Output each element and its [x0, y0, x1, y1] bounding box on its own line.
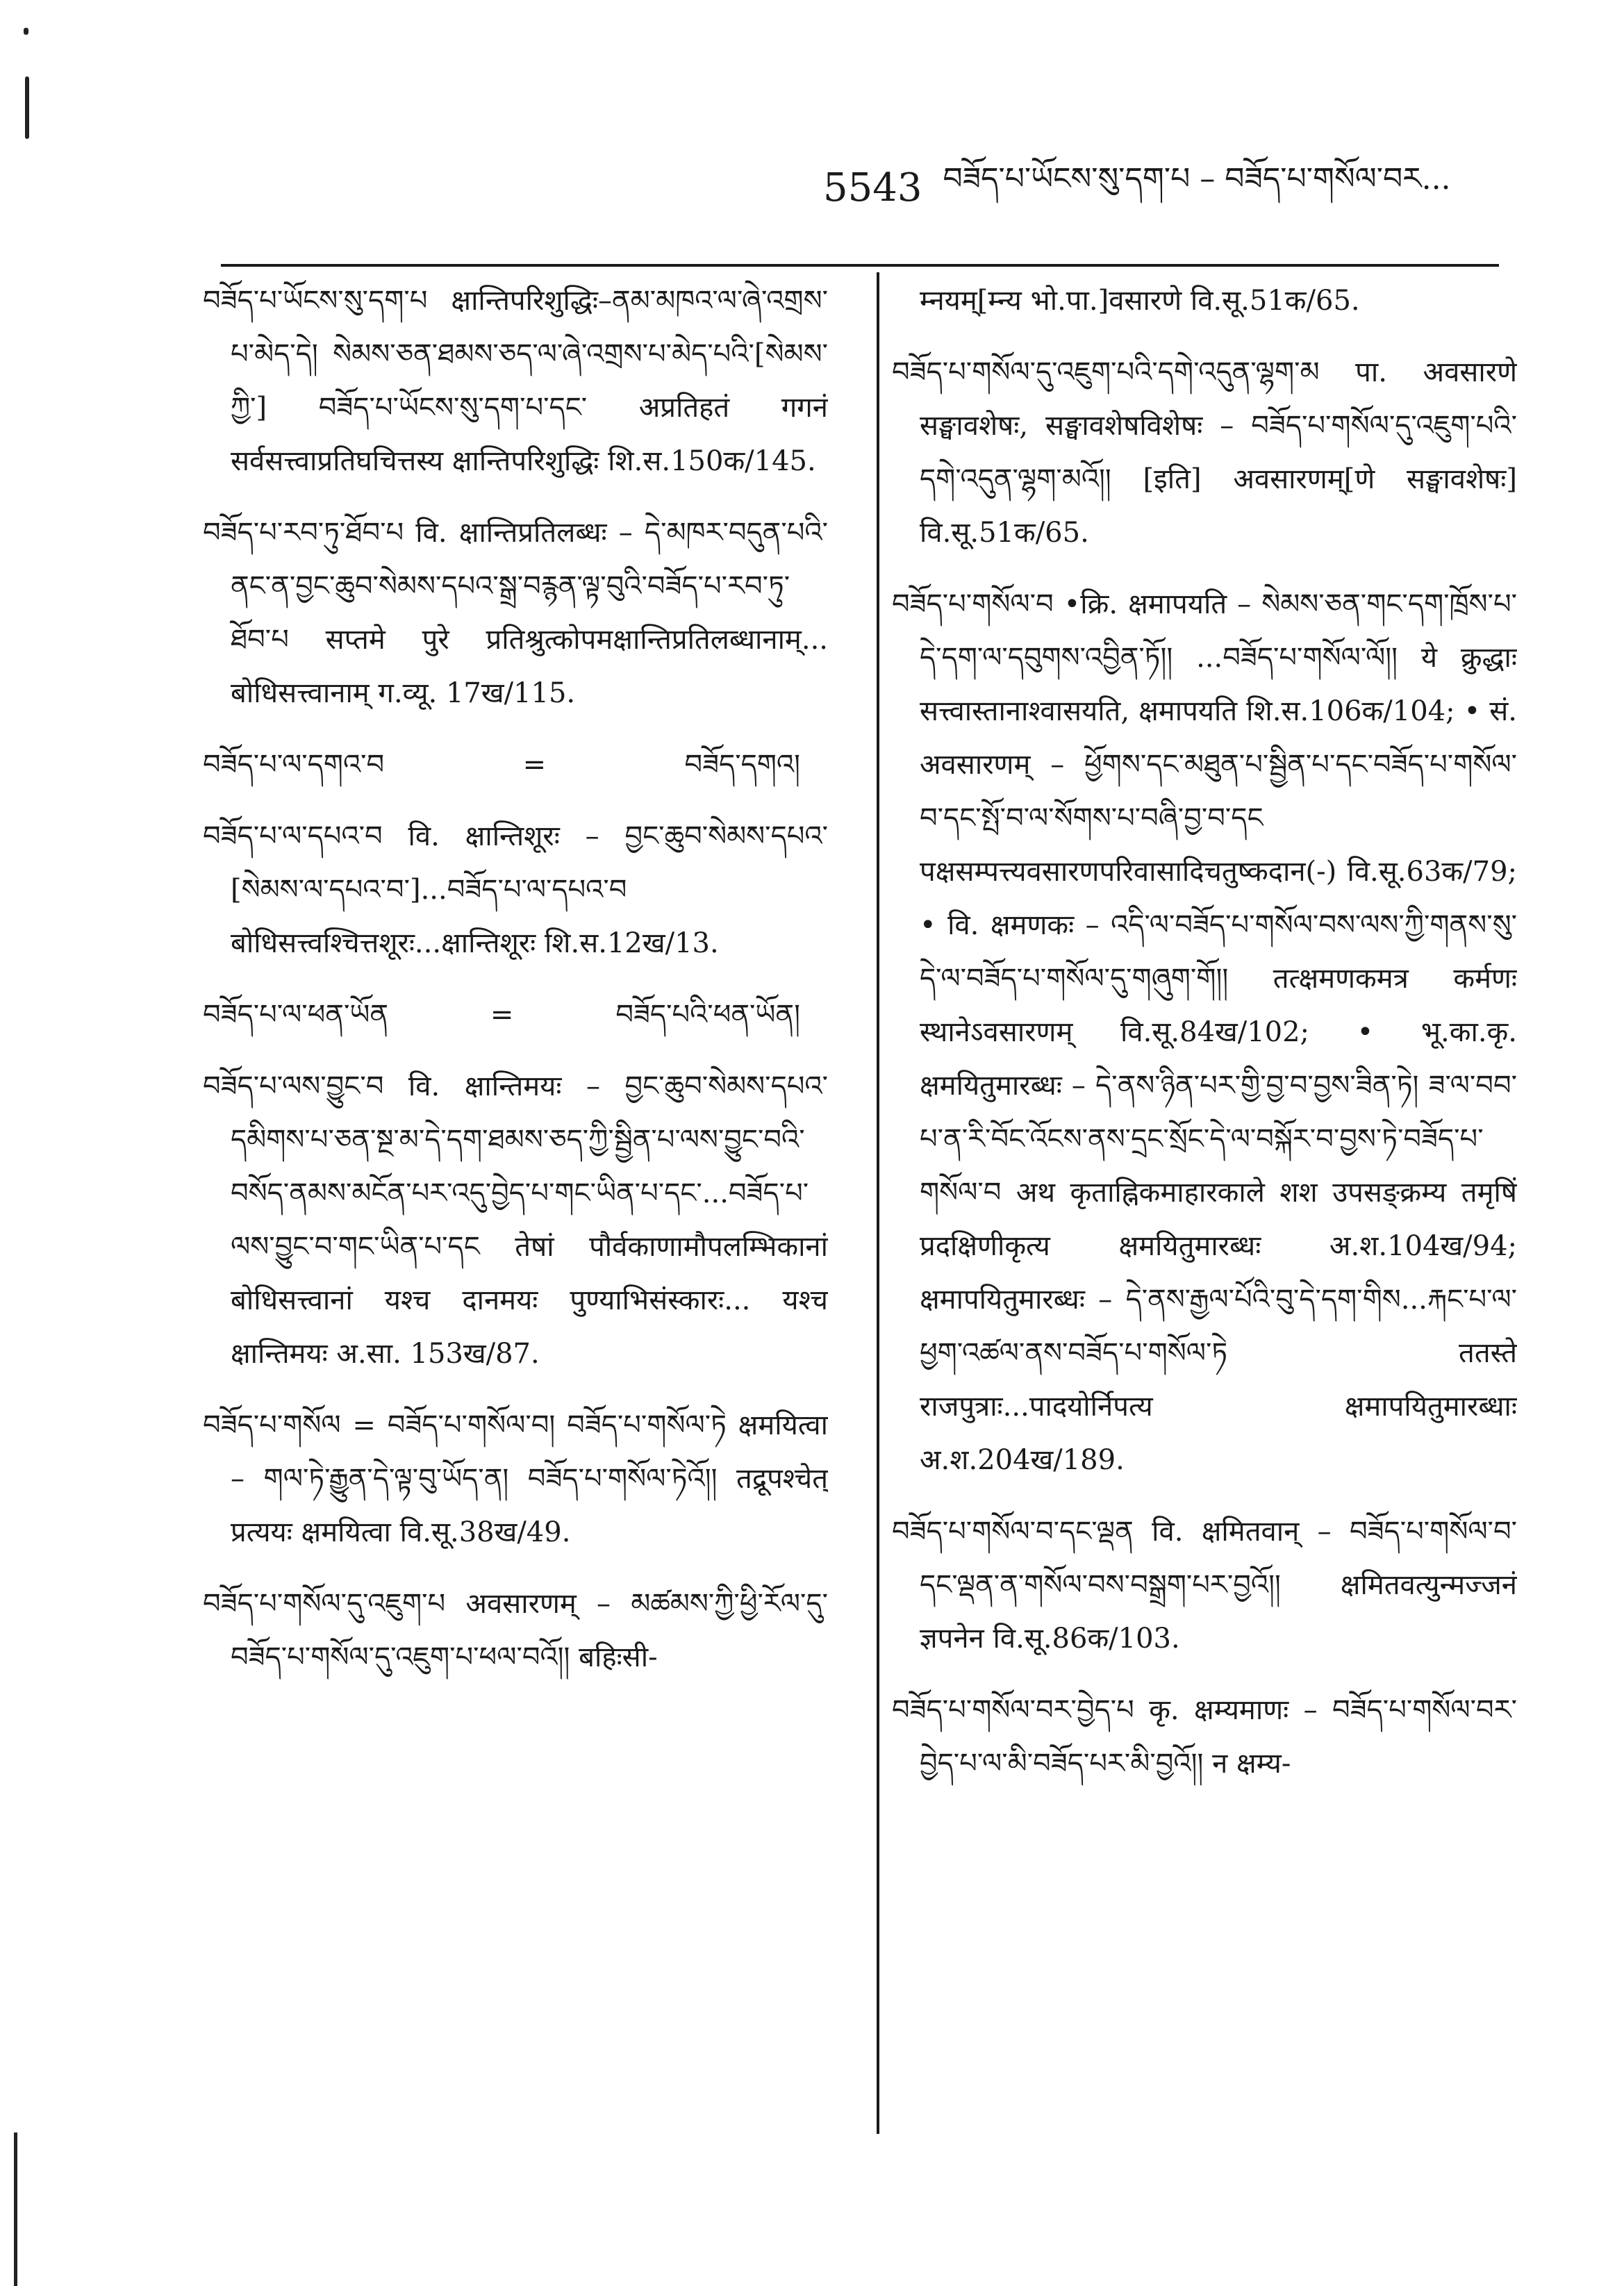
- dictionary-entry: བཟོད་པ་ལས་བྱུང་བ वि. क्षान्तिमयः – བྱང་ཆུབ་སེམས་དཔའ་དམིགས་པ་ཅན་སྔ་མ་དེ་དག་ཐམས་ཅད་ཀྱི་སྦྱིན་པ་ལས་བྱུང་བའི་བསོད་ནམས་མངོན་པར་འདུ་བྱེད་པ་གང་ཡིན་པ་དང་...བཟོད་པ་ལས་བྱུང་བ་གང་ཡིན་པ་དང तेषां पौर्वकाणामौपलम्भिकानां बोधिसत्त्वानां यश्च दानमयः पुण्याभिसंस्कारः... यश्च क्षान्तिमयः अ.सा. 153ख/87.: [203, 1070, 828, 1370]
- xref-target: བཟོད་དགའ།: [684, 749, 800, 781]
- page-number: 5543: [823, 165, 922, 210]
- dictionary-entry: བཟོད་པ་གསོལ = བཟོད་པ་གསོལ་བ། བཟོད་པ་གསོལ་ཏེ क्षमयित्वा – གལ་ཏེ་རྒྱུན་དེ་ལྟ་བུ་ཡོད་ན། བཟོད་པ་གསོལ་ཏེའོ།། तद्रूपश्चेत् प्रत्ययः क्षमयित्वा वि.सू.38ख/49.: [203, 1409, 828, 1548]
- running-head-text: བཟོད་པ་ཡོངས་སུ་དག་པ – བཟོད་པ་གསོལ་བར...: [943, 161, 1451, 197]
- cross-reference: [203, 738, 828, 792]
- dictionary-entry: བཟོད་པ་གསོལ་བ་དང་ལྡན वि. क्षमितवान् – བཟོད་པ་གསོལ་བ་དང་ལྡན་ན་གསོལ་བས་བསྒྲག་པར་བྱའོ།། क्षमितवत्युन्मज्जनं ज्ञपनेन वि.सू.86क/103.: [892, 1516, 1517, 1655]
- xref-term: བཟོད་པ་ལ་དགའ་བ: [203, 749, 385, 781]
- dictionary-entry: བཟོད་པ་གསོལ་བར་བྱེད་པ कृ. क्षम्यमाणः – བཟོད་པ་གསོལ་བར་བྱེད་པ་ལ་མི་བཟོད་པར་མི་བྱའོ།། न क्षम्य-: [892, 1694, 1517, 1780]
- xref-eq: =: [522, 749, 547, 781]
- xref-eq: =: [490, 999, 514, 1031]
- left-column: [203, 274, 828, 2122]
- dictionary-entry: བཟོད་པ་རབ་ཏུ་ཐོབ་པ वि. क्षान्तिप्रतिलब्धः – དེ་མཁར་བདུན་པའི་ནང་ན་བྱང་ཆུབ་སེམས་དཔའ་སྒྲ་བརྙན་ལྟ་བུའི་བཟོད་པ་རབ་ཏུ་ཐོབ་པ सप्तमे पुरे प्रतिश्रुत्कोपमक्षान्तिप्रतिलब्धानाम्... बोधिसत्त्वानाम् ग.व्यू. 17ख/115.: [203, 517, 828, 709]
- column-separator: [877, 272, 879, 2134]
- dictionary-entry: བཟོད་པ་ཡོངས་སུ་དག་པ क्षान्तिपरिशुद्धिः–ནམ་མཁའ་ལ་ཞེ་འགྲས་པ་མེད་དེ། སེམས་ཅན་ཐམས་ཅད་ལ་ཞེ་འགྲས་པ་མེད་པའི་[སེམས་ཀྱི་] བཟོད་པ་ཡོངས་སུ་དག་པ་དང་ अप्रतिहतं गगनं सर्वसत्त्वाप्रतिघचित्तस्य क्षान्तिपरिशुद्धिः शि.स.150क/145.: [203, 285, 828, 477]
- dictionary-entry: བཟོད་པ་གསོལ་དུ་འཇུག་པའི་དགེ་འདུན་ལྷག་མ पा. अवसारणे सङ्घावशेषः, सङ्घावशेषविशेषः – བཟོད་པ་གསོལ་དུ་འཇུག་པའི་དགེ་འདུན་ལྷག་མའོ།། [इति] अवसारणम्[णे सङ्घावशेषः] वि.सू.51क/65.: [892, 356, 1517, 549]
- right-column: [892, 274, 1517, 2122]
- xref-target: བཟོད་པའི་ཕན་ཡོན།: [615, 999, 800, 1031]
- scan-edge-mark: [14, 2132, 17, 2286]
- running-header: [823, 156, 1559, 219]
- cross-reference: [203, 988, 828, 1042]
- header-rule: [221, 264, 1499, 267]
- xref-term: བཟོད་པ་ལ་ཕན་ཡོན: [203, 999, 389, 1031]
- dictionary-entry: བཟོད་པ་ལ་དཔའ་བ वि. क्षान्तिशूरः – བྱང་ཆུབ་སེམས་དཔའ་[སེམས་ལ་དཔའ་བ་]...བཟོད་པ་ལ་དཔའ་བ बोधिसत्त्वश्चित्तशूरः...क्षान्तिशूरः शि.स.12ख/13.: [203, 820, 828, 959]
- scan-mark-dot: [24, 28, 28, 35]
- scan-mark-top: [25, 76, 29, 139]
- dictionary-entry-continued: म्नयम्[म्न्य भो.पा.]वसारणे वि.सू.51क/65.: [920, 285, 1360, 317]
- dictionary-entry: བཟོད་པ་གསོལ་བ •क्रि. क्षमापयति – སེམས་ཅན་གང་དག་ཁྲོས་པ་དེ་དག་ལ་དབུགས་འབྱིན་ཏོ།། ...བཟོད་པ་གསོལ་ལོ།། ये क्रुद्धाः सत्त्वास्तानाश्वासयति, क्षमापयति शि.स.106क/104; • सं. अवसारणम् – ཕྱོགས་དང་མཐུན་པ་སྦྱིན་པ་དང་བཟོད་པ་གསོལ་བ་དང་སྤོ་བ་ལ་སོགས་པ་བཞི་བྱ་བ་དང पक्षसम्पत्त्यवसारणपरिवासादिचतुष्कदान(-) वि.सू.63क/79; • वि. क्षमणकः – འདི་ལ་བཟོད་པ་གསོལ་བས་ལས་ཀྱི་གནས་སུ་དེ་ལ་བཟོད་པ་གསོལ་དུ་གཞུག་གོ།། तत्क्षमणकमत्र कर्मणः स्थानेऽवसारणम् वि.सू.84ख/102; • भू.का.कृ. क्षमयितुमारब्धः – དེ་ནས་ཉིན་པར་གྱི་བྱ་བ་བྱས་ཟིན་ཏེ། ཟ་ལ་བབ་པ་ན་རི་བོང་འོངས་ནས་དྲང་སྲོང་དེ་ལ་བསྐོར་བ་བྱས་ཏེ་བཟོད་པ་གསོལ་བ अथ कृताह्निकमाहारकाले शश उपसङ्क्रम्य तमृषिं प्रदक्षिणीकृत्य क्षमयितुमारब्धः अ.श.104ख/94; क्षमापयितुमारब्धः – དེ་ནས་རྒྱལ་པོའི་བུ་དེ་དག་གིས...རྐང་པ་ལ་ཕྱག་འཚལ་ནས་བཟོད་པ་གསོལ་ཏེ ततस्ते राजपुत्राः...पादयोर्निपत्य क्षमापयितुमारब्धाः अ.श.204ख/189.: [892, 588, 1517, 1476]
- dictionary-entry: བཟོད་པ་གསོལ་དུ་འཇུག་པ अवसारणम् – མཚམས་ཀྱི་ཕྱི་རོལ་དུ་བཟོད་པ་གསོལ་དུ་འཇུག་པ་ཕལ་བའོ།། बहिःसी-: [203, 1588, 828, 1673]
